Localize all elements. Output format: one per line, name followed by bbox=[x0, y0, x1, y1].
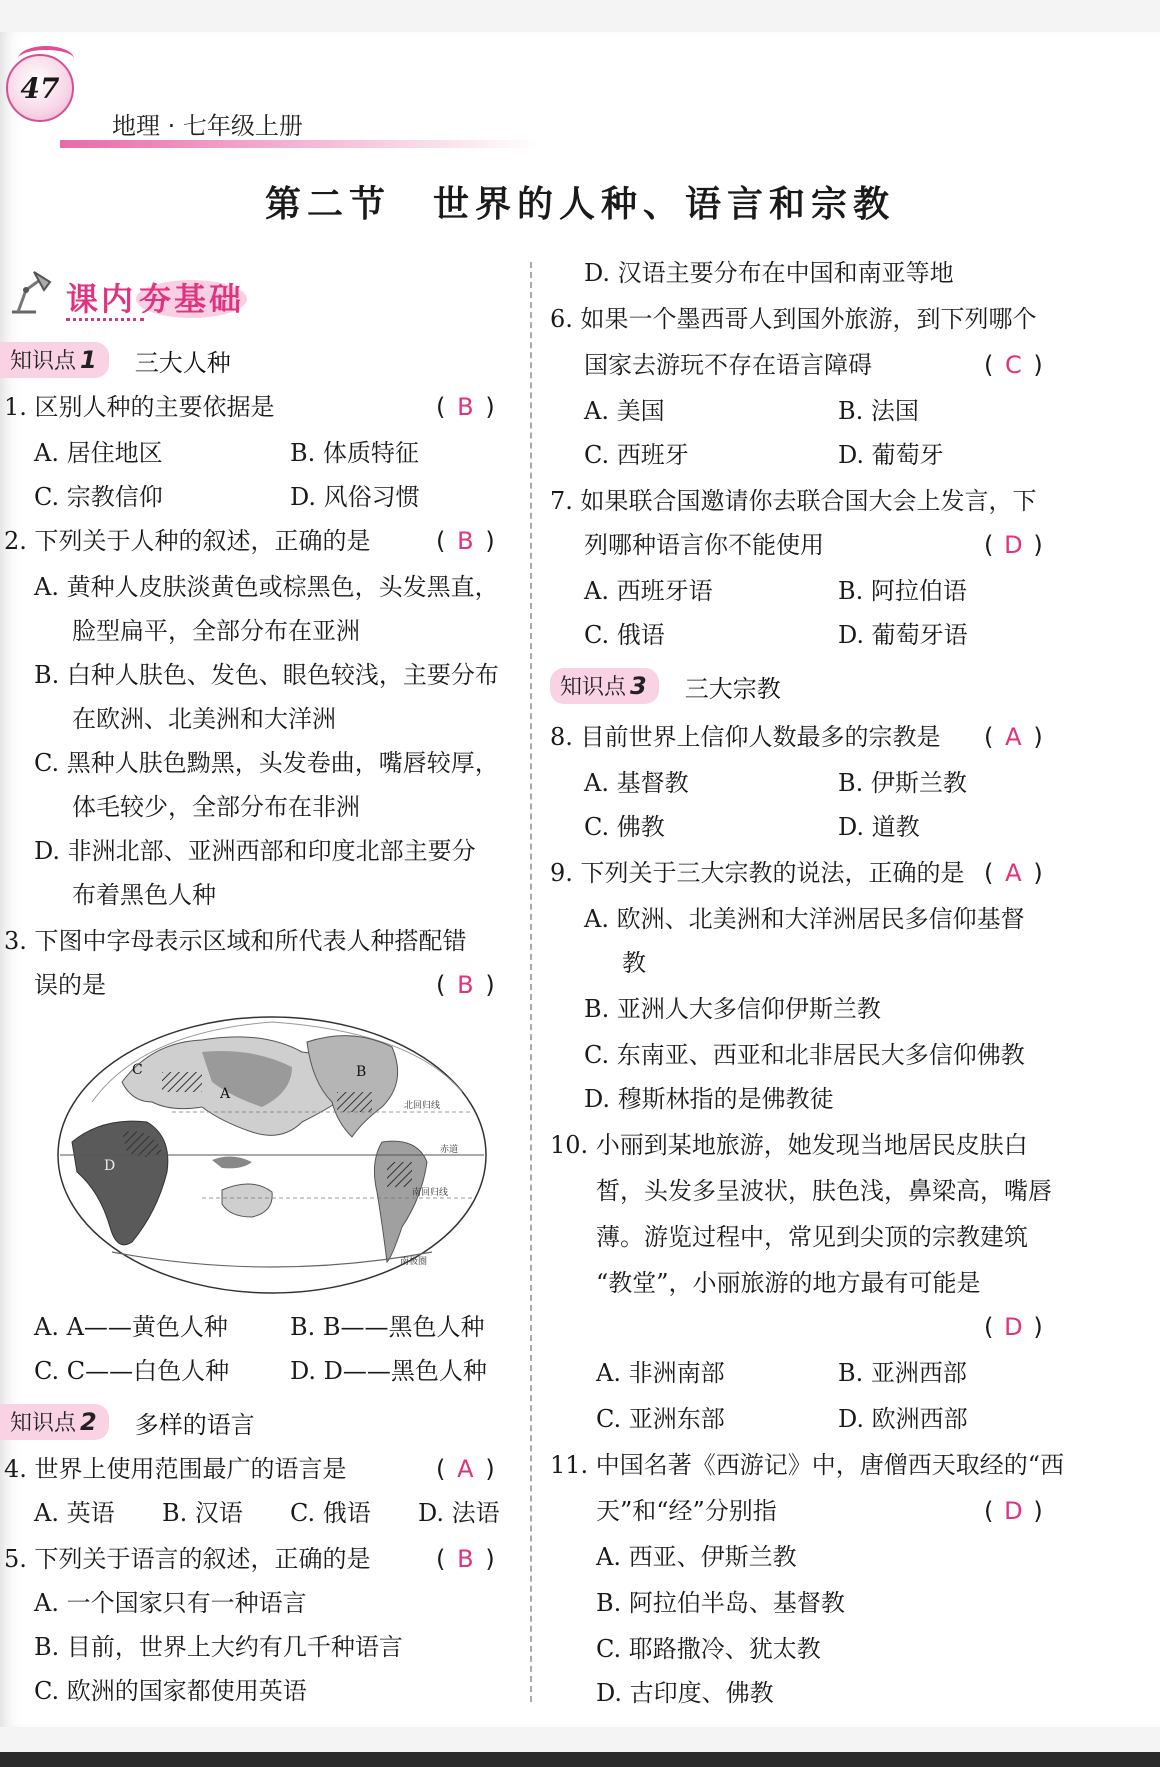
q11-answer-value: D bbox=[1004, 1497, 1023, 1525]
q1-answer-value: B bbox=[457, 393, 474, 421]
q5-answer-value: B bbox=[457, 1545, 474, 1573]
q9-option-c: C. 东南亚、西亚和北非居民大多信仰佛教 bbox=[584, 1041, 1025, 1069]
kp-tag bbox=[0, 342, 109, 378]
section-banner bbox=[0, 262, 270, 322]
q6-answer: ( C ) bbox=[984, 351, 1043, 379]
q8-stem: 8. 目前世界上信仰人数最多的宗教是 bbox=[550, 723, 941, 751]
q8-answer-value: A bbox=[1005, 723, 1022, 751]
knowledge-point-2 bbox=[0, 1404, 255, 1440]
banner-text bbox=[66, 274, 247, 320]
q2-option-d-line1: D. 非洲北部、亚洲西部和印度北部主要分 bbox=[34, 837, 476, 865]
q10-option-b: B. 亚洲西部 bbox=[838, 1359, 967, 1387]
kp-label: 知识点 bbox=[10, 349, 77, 374]
q8-answer: ( A ) bbox=[984, 723, 1043, 751]
q7-option-d: D. 葡萄牙语 bbox=[838, 621, 968, 649]
q10-option-c: C. 亚洲东部 bbox=[596, 1405, 725, 1433]
kp-label: 知识点 bbox=[560, 675, 627, 700]
q5-answer: ( B ) bbox=[436, 1545, 495, 1573]
page-number-badge bbox=[6, 54, 74, 122]
column-divider bbox=[530, 262, 532, 1702]
q8-option-b: B. 伊斯兰教 bbox=[838, 769, 967, 797]
q11-option-c: C. 耶路撒冷、犹太教 bbox=[596, 1635, 821, 1663]
q5-option-b: B. 目前，世界上大约有几千种语言 bbox=[34, 1633, 403, 1661]
q2-option-c-line2: 体毛较少，全部分布在非洲 bbox=[72, 793, 360, 821]
q11-stem-line2: 天”和“经”分别指 bbox=[596, 1497, 777, 1525]
page-number: 47 bbox=[20, 71, 60, 105]
q7-answer: ( D ) bbox=[984, 531, 1043, 559]
q2-option-b-line1: B. 白种人肤色、发色、眼色较浅，主要分布 bbox=[34, 661, 499, 689]
book-title: 地理 · 七年级上册 bbox=[112, 112, 303, 140]
knowledge-point-3 bbox=[550, 668, 781, 704]
kp-number: 1 bbox=[80, 346, 97, 374]
q9-option-d: D. 穆斯林指的是佛教徒 bbox=[584, 1085, 834, 1113]
q7-stem-line1: 7. 如果联合国邀请你去联合国大会上发言，下 bbox=[550, 487, 1037, 515]
q8-option-a: A. 基督教 bbox=[584, 769, 689, 797]
kp-name: 多样的语言 bbox=[134, 1410, 255, 1439]
q1-option-b: B. 体质特征 bbox=[290, 439, 419, 467]
q4-answer: ( A ) bbox=[436, 1455, 495, 1483]
map-arctic-s: 南极圈 bbox=[400, 1257, 428, 1267]
kp-tag bbox=[550, 668, 659, 704]
map-label-d: D bbox=[104, 1158, 116, 1174]
q5-option-a: A. 一个国家只有一种语言 bbox=[34, 1589, 307, 1617]
q11-answer: ( D ) bbox=[984, 1497, 1043, 1525]
q10-option-a: A. 非洲南部 bbox=[596, 1359, 725, 1387]
map-label-b: B bbox=[356, 1064, 367, 1080]
q11-stem-line1: 11. 中国名著《西游记》中，唐僧西天取经的“西 bbox=[550, 1451, 1065, 1479]
banner-dots bbox=[66, 318, 144, 321]
q6-answer-value: C bbox=[1004, 351, 1022, 379]
q3-answer-value: B bbox=[457, 971, 474, 999]
q9-stem: 9. 下列关于三大宗教的说法，正确的是 bbox=[550, 859, 965, 887]
q11-option-d: D. 古印度、佛教 bbox=[596, 1679, 774, 1707]
map-label-c: C bbox=[132, 1062, 143, 1078]
q9-answer-value: A bbox=[1005, 859, 1022, 887]
q4-option-c: C. 俄语 bbox=[290, 1499, 371, 1527]
q1-stem: 1. 区别人种的主要依据是 bbox=[4, 393, 275, 421]
map-tropic-n: 北回归线 bbox=[404, 1101, 441, 1111]
q1-answer: ( B ) bbox=[436, 393, 495, 421]
q1-option-d: D. 风俗习惯 bbox=[290, 483, 420, 511]
q1-option-c: C. 宗教信仰 bbox=[34, 483, 163, 511]
q3-stem-line2: 误的是 bbox=[34, 971, 106, 999]
q5-option-d: D. 汉语主要分布在中国和南亚等地 bbox=[584, 259, 954, 287]
q10-answer: ( D ) bbox=[984, 1313, 1043, 1341]
q3-option-d: D. D——黑色人种 bbox=[290, 1357, 487, 1385]
q2-answer: ( B ) bbox=[436, 527, 495, 555]
q6-option-d: D. 葡萄牙 bbox=[838, 441, 944, 469]
map-equator: 赤道 bbox=[440, 1145, 459, 1155]
knowledge-point-1 bbox=[0, 342, 231, 378]
banner-part1: 课内 bbox=[66, 280, 137, 318]
q7-option-b: B. 阿拉伯语 bbox=[838, 577, 967, 605]
kp-name: 三大宗教 bbox=[684, 674, 781, 703]
kp-tag bbox=[0, 1404, 109, 1440]
q6-stem-line2: 国家去游玩不存在语言障碍 bbox=[584, 351, 872, 379]
world-race-map bbox=[52, 1012, 492, 1298]
q2-stem: 2. 下列关于人种的叙述，正确的是 bbox=[4, 527, 371, 555]
q4-stem: 4. 世界上使用范围最广的语言是 bbox=[4, 1455, 347, 1483]
q9-option-b: B. 亚洲人大多信仰伊斯兰教 bbox=[584, 995, 881, 1023]
q11-option-a: A. 西亚、伊斯兰教 bbox=[596, 1543, 797, 1571]
q3-option-b: B. B——黑色人种 bbox=[290, 1313, 485, 1341]
q4-option-a: A. 英语 bbox=[34, 1499, 115, 1527]
header-line bbox=[60, 140, 540, 148]
q6-option-b: B. 法国 bbox=[838, 397, 919, 425]
q4-option-d: D. 法语 bbox=[418, 1499, 500, 1527]
kp-number: 3 bbox=[630, 672, 647, 700]
q10-stem-line1: 10. 小丽到某地旅游，她发现当地居民皮肤白 bbox=[550, 1131, 1028, 1159]
q8-option-d: D. 道教 bbox=[838, 813, 920, 841]
q10-option-d: D. 欧洲西部 bbox=[838, 1405, 968, 1433]
q6-option-a: A. 美国 bbox=[584, 397, 665, 425]
kp-label: 知识点 bbox=[10, 1411, 77, 1436]
section-title: 第二节 世界的人种、语言和宗教 bbox=[264, 183, 895, 225]
q9-answer: ( A ) bbox=[984, 859, 1043, 887]
map-tropic-s: 南回归线 bbox=[412, 1188, 449, 1198]
q10-stem-line4: “教堂”，小丽旅游的地方最有可能是 bbox=[596, 1269, 981, 1297]
q4-option-b: B. 汉语 bbox=[162, 1499, 243, 1527]
q2-answer-value: B bbox=[457, 527, 474, 555]
q2-option-b-line2: 在欧洲、北美洲和大洋洲 bbox=[72, 705, 336, 733]
q2-option-d-line2: 布着黑色人种 bbox=[72, 881, 216, 909]
q10-stem-line2: 皙，头发多呈波状，肤色浅，鼻梁高，嘴唇 bbox=[596, 1177, 1052, 1205]
q10-answer-value: D bbox=[1004, 1313, 1023, 1341]
q11-option-b: B. 阿拉伯半岛、基督教 bbox=[596, 1589, 845, 1617]
q3-answer: ( B ) bbox=[436, 971, 495, 999]
kp-name: 三大人种 bbox=[134, 348, 231, 377]
q3-stem-line1: 3. 下图中字母表示区域和所代表人种搭配错 bbox=[4, 927, 467, 955]
q3-option-a: A. A——黄色人种 bbox=[34, 1313, 228, 1341]
q10-stem-line3: 薄。游览过程中，常见到尖顶的宗教建筑 bbox=[596, 1223, 1028, 1251]
kp-number: 2 bbox=[80, 1408, 97, 1436]
q5-stem: 5. 下列关于语言的叙述，正确的是 bbox=[4, 1545, 371, 1573]
q9-option-a-line1: A. 欧洲、北美洲和大洋洲居民多信仰基督 bbox=[584, 905, 1025, 933]
q7-option-a: A. 西班牙语 bbox=[584, 577, 713, 605]
q9-option-a-line2: 教 bbox=[622, 949, 646, 977]
map-label-a: A bbox=[220, 1086, 231, 1102]
q4-answer-value: A bbox=[457, 1455, 474, 1483]
q7-option-c: C. 俄语 bbox=[584, 621, 665, 649]
q8-option-c: C. 佛教 bbox=[584, 813, 665, 841]
q2-option-c-line1: C. 黑种人肤色黝黑，头发卷曲，嘴唇较厚， bbox=[34, 749, 499, 777]
q6-stem-line1: 6. 如果一个墨西哥人到国外旅游，到下列哪个 bbox=[550, 305, 1037, 333]
q2-option-a-line1: A. 黄种人皮肤淡黄色或棕黑色，头发黑直， bbox=[34, 573, 499, 601]
q7-stem-line2: 列哪种语言你不能使用 bbox=[584, 531, 824, 559]
q1-option-a: A. 居住地区 bbox=[34, 439, 163, 467]
bottom-bar bbox=[0, 1752, 1160, 1767]
lamp-icon bbox=[4, 266, 56, 318]
banner-part2: 夯基础 bbox=[136, 280, 247, 318]
q3-option-c: C. C——白色人种 bbox=[34, 1357, 230, 1385]
q5-option-c: C. 欧洲的国家都使用英语 bbox=[34, 1677, 307, 1705]
q2-option-a-line2: 脸型扁平，全部分布在亚洲 bbox=[72, 617, 360, 645]
q7-answer-value: D bbox=[1004, 531, 1023, 559]
q6-option-c: C. 西班牙 bbox=[584, 441, 689, 469]
